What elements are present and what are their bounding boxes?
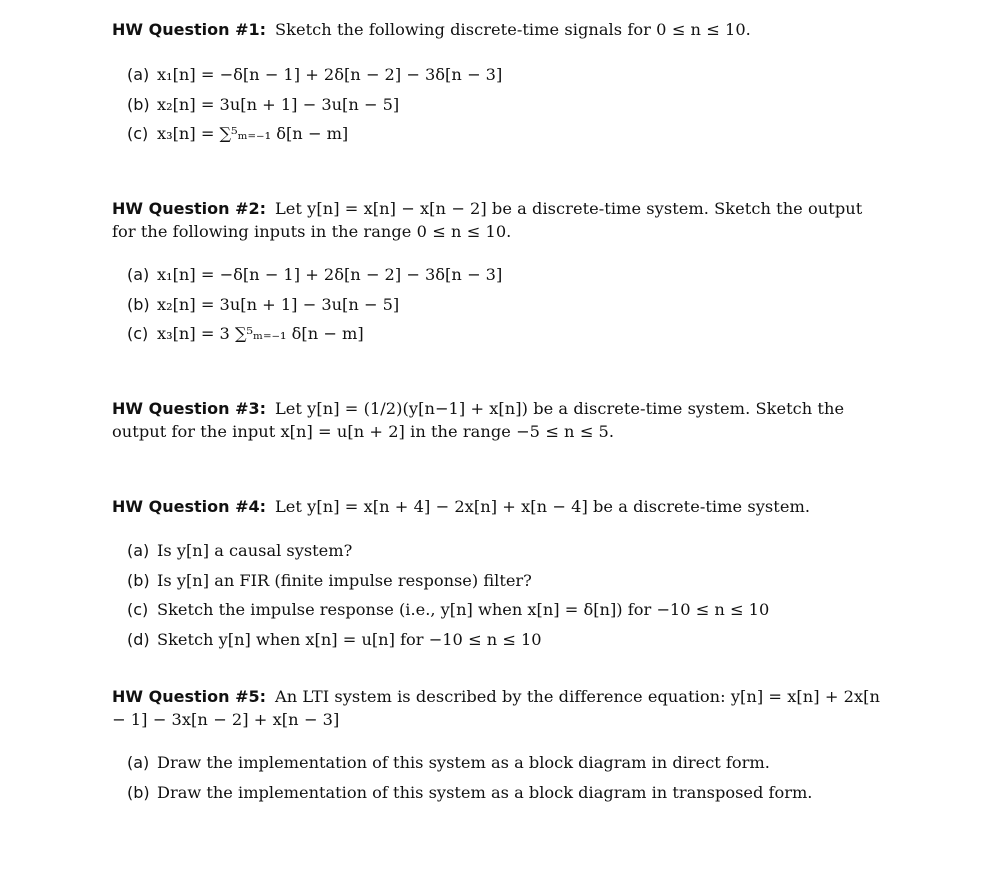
question-1-heading: HW Question #1: [112,20,266,39]
question-4-items [127,536,882,654]
question-1-items [127,60,882,149]
item-label: (a) [127,753,150,772]
question-4-heading: HW Question #4: [112,497,266,516]
list-item [127,536,882,566]
question-2-heading: HW Question #2: [112,199,266,218]
question-3 [112,397,882,443]
item-text: Sketch the impulse response (i.e., y[n] when x[n] = δ[n]) for −10 ≤ n ≤ 10 [157,600,770,619]
list-item [127,260,882,290]
question-3-heading: HW Question #3: [112,399,266,418]
item-text: x₂[n] = 3u[n + 1] − 3u[n − 5] [157,94,400,114]
question-3-statement: Let y[n] = (1/2)(y[n−1] + x[n]) be a discrete-time system. Sketch the output for the input x[n] = u[n + 2] in the range −5 ≤ n ≤ 5. [112,399,845,441]
item-text: Draw the implementation of this system as a block diagram in direct form. [157,753,770,772]
list-item [127,625,882,655]
item-text: Draw the implementation of this system as a block diagram in transposed form. [157,782,813,802]
question-5 [112,685,882,731]
question-5-statement: An LTI system is described by the difference equation: y[n] = x[n] + 2x[n − 1] − 3x[n − 2] + x[n − 3] [112,687,881,729]
list-item [127,90,882,120]
item-label: (b) [127,94,150,114]
list-item [127,566,882,596]
question-2 [112,197,882,243]
item-label: (a) [127,541,150,560]
item-text: Is y[n] a causal system? [157,541,353,560]
item-label: (b) [127,294,150,314]
list-item [127,748,882,778]
list-item [127,319,882,349]
list-item [127,595,882,625]
question-1-statement: Sketch the following discrete-time signals for 0 ≤ n ≤ 10. [275,20,751,39]
question-4 [112,495,882,518]
question-5-heading: HW Question #5: [112,687,266,706]
question-5-items [127,748,882,807]
item-label: (b) [127,782,150,802]
item-text: x₂[n] = 3u[n + 1] − 3u[n − 5] [157,294,400,314]
item-label: (c) [127,124,149,143]
item-label: (a) [127,65,150,84]
item-text: Sketch y[n] when x[n] = u[n] for −10 ≤ n ≤ 10 [157,629,542,649]
question-4-statement: Let y[n] = x[n + 4] − 2x[n] + x[n − 4] be a discrete-time system. [275,497,811,516]
item-label: (b) [127,570,150,590]
item-text: x₁[n] = −δ[n − 1] + 2δ[n − 2] − 3δ[n − 3] [157,265,503,284]
question-1 [112,18,882,41]
question-2-items [127,260,882,349]
list-item [127,119,882,149]
item-label: (c) [127,324,149,343]
item-text: x₁[n] = −δ[n − 1] + 2δ[n − 2] − 3δ[n − 3] [157,65,503,84]
list-item [127,778,882,808]
list-item [127,290,882,320]
item-label: (c) [127,600,149,619]
list-item [127,60,882,90]
item-text: x₃[n] = ∑⁵ₘ₌₋₁ δ[n − m] [157,124,349,143]
item-text: Is y[n] an FIR (finite impulse response) filter? [157,570,532,590]
question-2-statement: Let y[n] = x[n] − x[n − 2] be a discrete-time system. Sketch the output for the following inputs in the range 0 ≤ n ≤ 10. [112,199,863,241]
item-label: (d) [127,629,150,649]
item-text: x₃[n] = 3 ∑⁵ₘ₌₋₁ δ[n − m] [157,324,364,343]
item-label: (a) [127,265,150,284]
